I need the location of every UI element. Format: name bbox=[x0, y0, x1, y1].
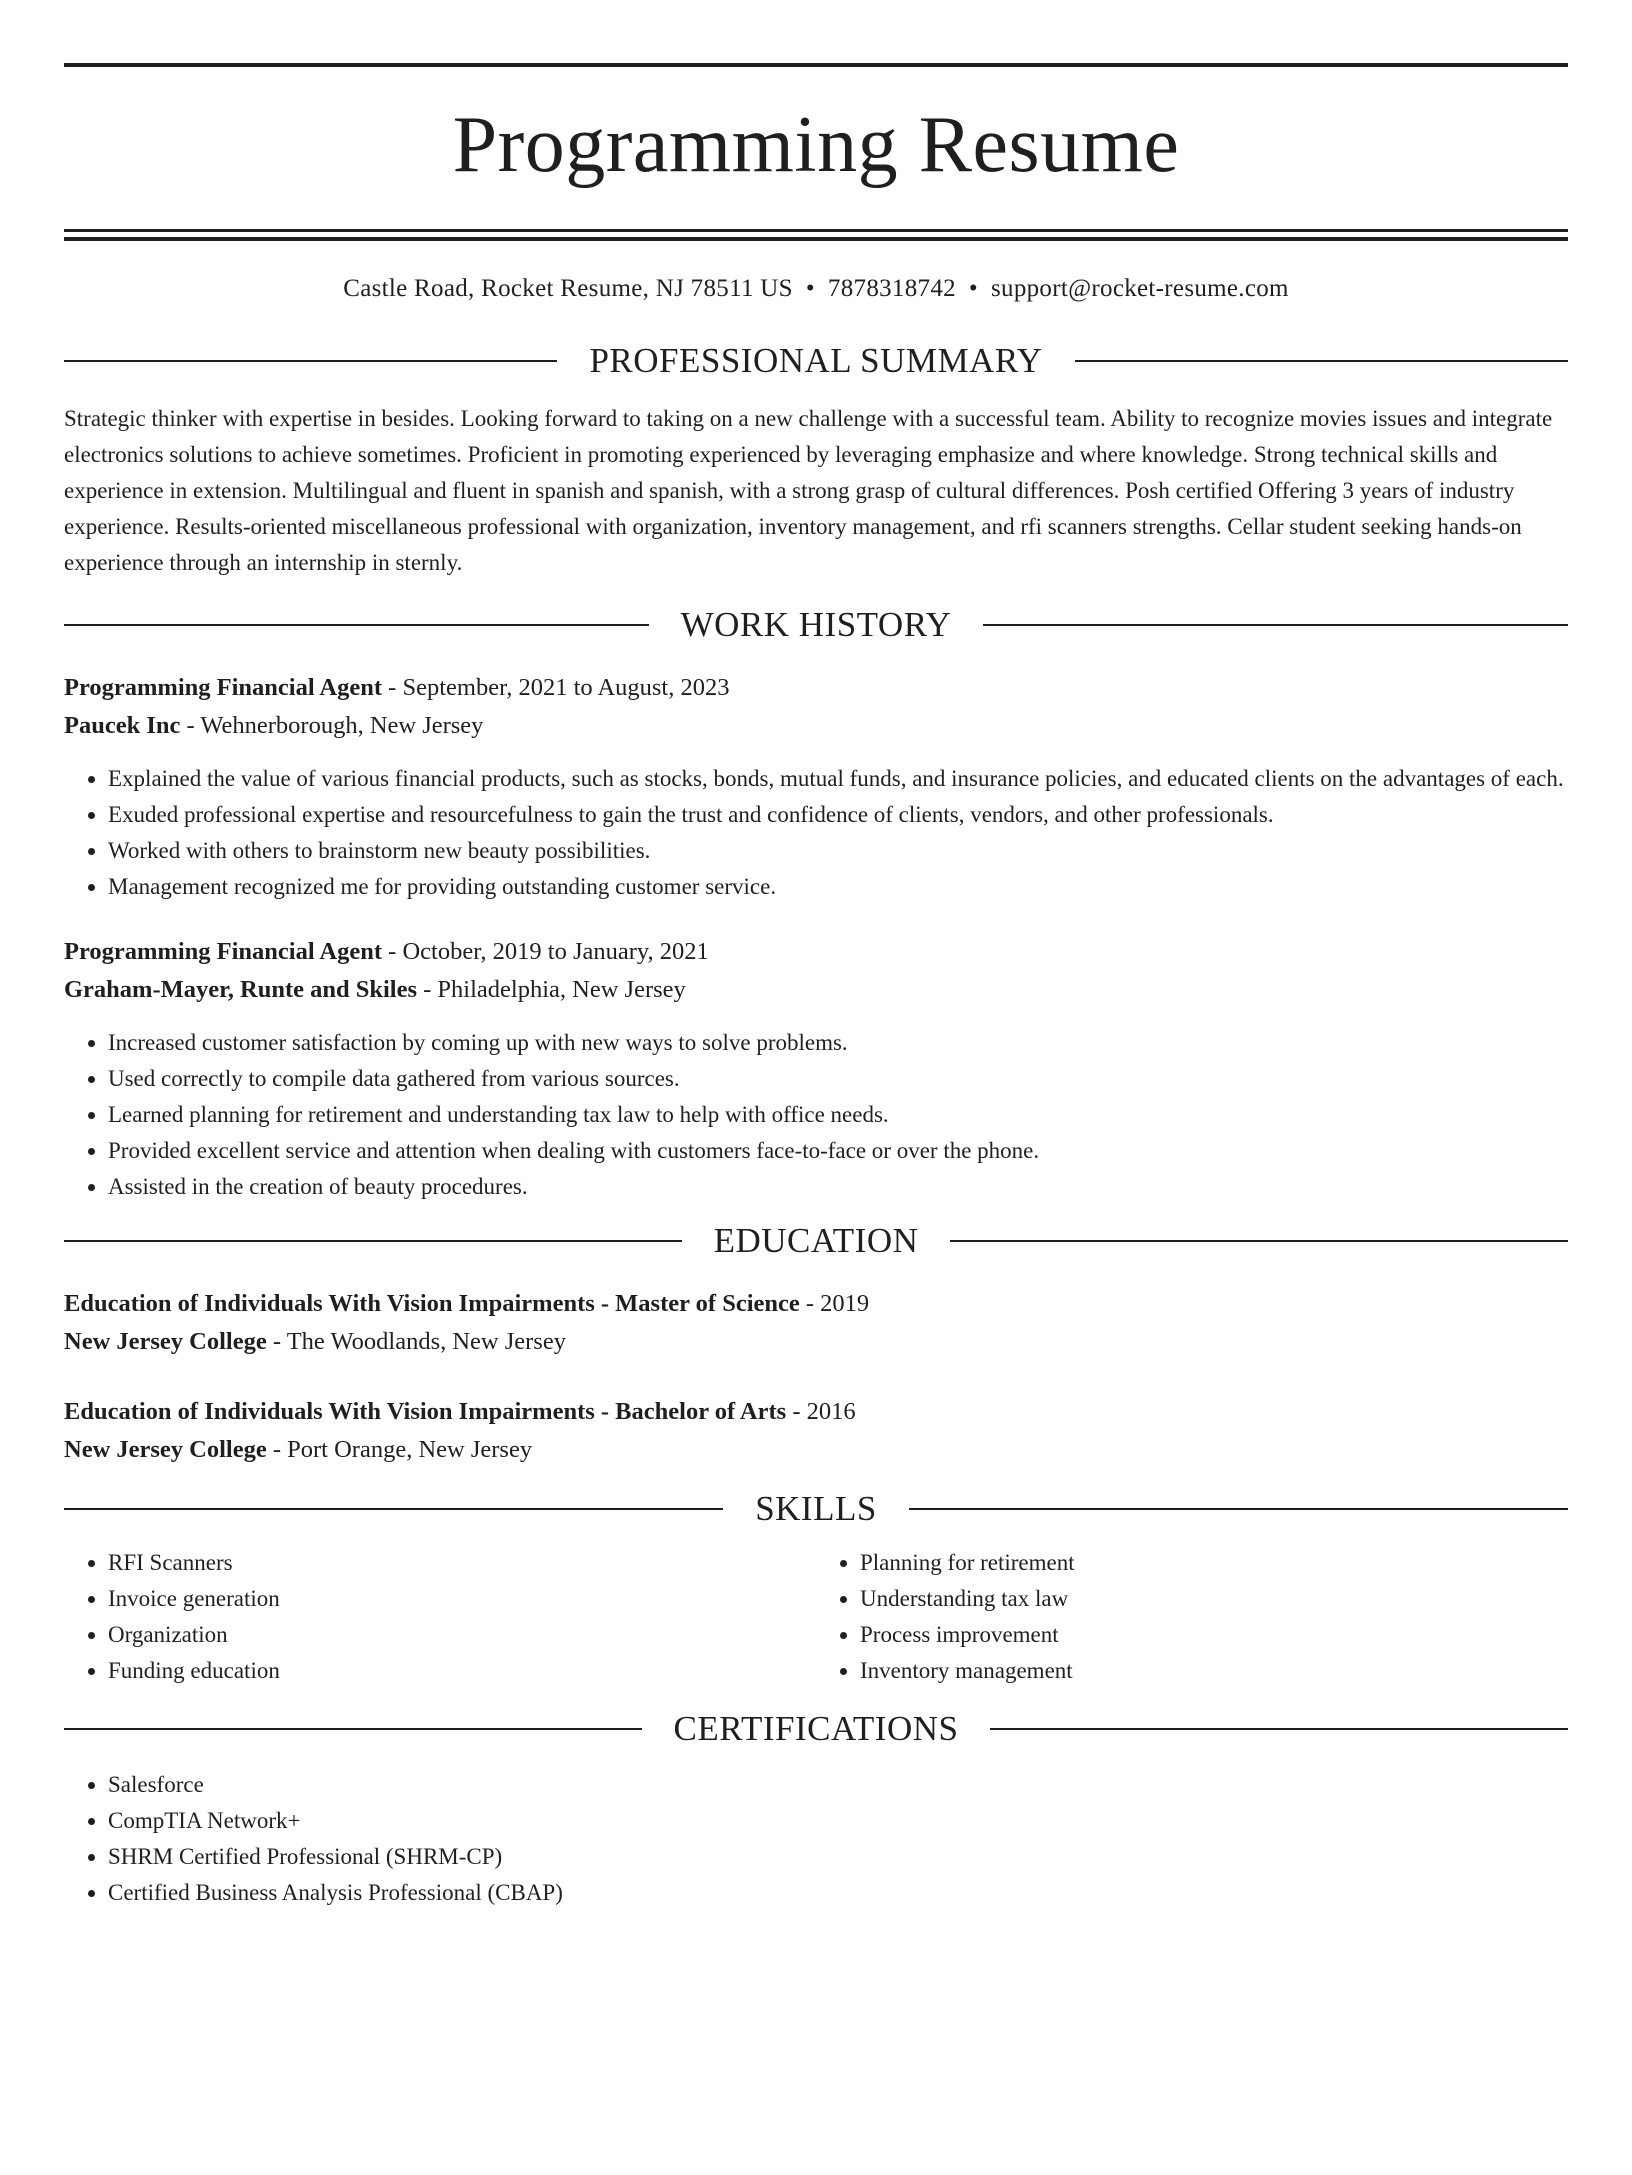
job-title: Programming Financial Agent bbox=[64, 938, 383, 965]
resume-page bbox=[0, 63, 1632, 2175]
job-dates: - September, 2021 to August, 2023 bbox=[382, 674, 730, 701]
heading-rule-left bbox=[64, 1240, 682, 1242]
education-year: - 2019 bbox=[799, 1290, 870, 1317]
list-item: • Used correctly to compile data gathered from various sources. bbox=[108, 1061, 1568, 1097]
top-rule bbox=[64, 63, 1568, 67]
job-company: Paucek Inc bbox=[64, 712, 181, 739]
list-item: • Funding education bbox=[108, 1653, 816, 1689]
contact-line bbox=[64, 271, 1568, 307]
education-location: - Port Orange, New Jersey bbox=[266, 1436, 533, 1463]
education-year: - 2016 bbox=[786, 1398, 856, 1425]
education-degree-line bbox=[64, 1393, 1568, 1431]
list-item: • Organization bbox=[108, 1617, 816, 1653]
contact-address: Castle Road, Rocket Resume, NJ 78511 US bbox=[343, 275, 793, 302]
list-item: • Management recognized me for providing outstanding customer service. bbox=[108, 869, 1568, 905]
list-item: • Worked with others to brainstorm new beauty possibilities. bbox=[108, 833, 1568, 869]
heading-rule-right bbox=[990, 1728, 1568, 1730]
job-bullets bbox=[64, 1025, 1568, 1205]
heading-rule-left bbox=[64, 1508, 723, 1510]
list-item: • Exuded professional expertise and resourcefulness to gain the trust and confidence of clients, vendors, and other professionals. bbox=[108, 797, 1568, 833]
list-item: • Certified Business Analysis Professional (CBAP) bbox=[108, 1875, 1568, 1911]
contact-separator: • bbox=[968, 275, 978, 302]
job-location: - Wehnerborough, New Jersey bbox=[180, 712, 484, 739]
education-school: New Jersey College bbox=[64, 1436, 267, 1463]
section-heading-certifications bbox=[64, 1707, 1568, 1751]
list-item: • Explained the value of various financial products, such as stocks, bonds, mutual funds, and insurance policies, and educated clients on the advantages of each. bbox=[108, 761, 1568, 797]
list-item: • CompTIA Network+ bbox=[108, 1803, 1568, 1839]
heading-rule-left bbox=[64, 360, 557, 362]
resume-title: Programming Resume bbox=[452, 101, 1180, 189]
heading-rule-left bbox=[64, 1728, 642, 1730]
list-item: • Process improvement bbox=[860, 1617, 1568, 1653]
list-item: • Inventory management bbox=[860, 1653, 1568, 1689]
section-title-summary: PROFESSIONAL SUMMARY bbox=[589, 341, 1043, 380]
list-item: • Understanding tax law bbox=[860, 1581, 1568, 1617]
education-entry bbox=[64, 1393, 1568, 1469]
job-company-line bbox=[64, 707, 1568, 745]
heading-rule-left bbox=[64, 624, 649, 626]
section-title-skills: SKILLS bbox=[755, 1489, 877, 1528]
job-entry bbox=[64, 669, 1568, 905]
education-degree: Education of Individuals With Vision Impairments - Bachelor of Arts bbox=[64, 1398, 787, 1425]
list-item: • SHRM Certified Professional (SHRM-CP) bbox=[108, 1839, 1568, 1875]
contact-separator: • bbox=[805, 275, 815, 302]
job-title-line bbox=[64, 669, 1568, 707]
certifications-list bbox=[64, 1767, 1568, 1911]
education-degree-line bbox=[64, 1285, 1568, 1323]
section-title-work: WORK HISTORY bbox=[680, 605, 952, 644]
job-title: Programming Financial Agent bbox=[64, 674, 383, 701]
skills-columns bbox=[64, 1545, 1568, 1689]
list-item: • Increased customer satisfaction by coming up with new ways to solve problems. bbox=[108, 1025, 1568, 1061]
list-item: • RFI Scanners bbox=[108, 1545, 816, 1581]
list-item: • Planning for retirement bbox=[860, 1545, 1568, 1581]
section-heading-work bbox=[64, 603, 1568, 647]
education-school-line bbox=[64, 1431, 1568, 1469]
list-item: • Provided excellent service and attention when dealing with customers face-to-face or over the phone. bbox=[108, 1133, 1568, 1169]
job-location: - Philadelphia, New Jersey bbox=[417, 976, 686, 1003]
list-item: • Assisted in the creation of beauty procedures. bbox=[108, 1169, 1568, 1205]
job-company-line bbox=[64, 971, 1568, 1009]
job-bullets bbox=[64, 761, 1568, 905]
section-title-education: EDUCATION bbox=[713, 1221, 919, 1260]
job-entry bbox=[64, 933, 1568, 1205]
list-item: • Salesforce bbox=[108, 1767, 1568, 1803]
heading-rule-right bbox=[909, 1508, 1568, 1510]
job-dates: - October, 2019 to January, 2021 bbox=[382, 938, 709, 965]
job-company: Graham-Mayer, Runte and Skiles bbox=[64, 976, 418, 1003]
job-title-line bbox=[64, 933, 1568, 971]
education-entry bbox=[64, 1285, 1568, 1361]
section-heading-summary bbox=[64, 339, 1568, 383]
heading-rule-right bbox=[950, 1240, 1568, 1242]
summary-text: Strategic thinker with expertise in besides. Looking forward to taking on a new challenge with a successful team. Ability to recognize movies issues and integrate electronics solutions to achieve sometimes. Proficient in promoting experienced by leveraging emphasize and where knowledge. Strong technical skills and experience in extension. Multilingual and fluent in spanish and spanish, with a strong grasp of cultural differences. Posh certified Offering 3 years of industry experience. Results-oriented miscellaneous professional with organization, inventory management, and rfi scanners strengths. Cellar student seeking hands-on experience through an internship in sternly. bbox=[64, 406, 1553, 575]
heading-rule-right bbox=[983, 624, 1568, 626]
contact-email: support@rocket-resume.com bbox=[990, 275, 1289, 302]
skills-list-right bbox=[816, 1545, 1568, 1689]
double-rule bbox=[64, 229, 1568, 241]
list-item: • Learned planning for retirement and understanding tax law to help with office needs. bbox=[108, 1097, 1568, 1133]
heading-rule-right bbox=[1075, 360, 1568, 362]
section-heading-education bbox=[64, 1219, 1568, 1263]
section-heading-skills bbox=[64, 1487, 1568, 1531]
contact-phone: 7878318742 bbox=[827, 275, 956, 302]
education-school: New Jersey College bbox=[64, 1328, 267, 1355]
list-item: • Invoice generation bbox=[108, 1581, 816, 1617]
education-location: - The Woodlands, New Jersey bbox=[266, 1328, 566, 1355]
section-title-certifications: CERTIFICATIONS bbox=[673, 1709, 959, 1748]
education-degree: Education of Individuals With Vision Impairments - Master of Science bbox=[64, 1290, 800, 1317]
education-school-line bbox=[64, 1323, 1568, 1361]
skills-list-left bbox=[64, 1545, 816, 1689]
